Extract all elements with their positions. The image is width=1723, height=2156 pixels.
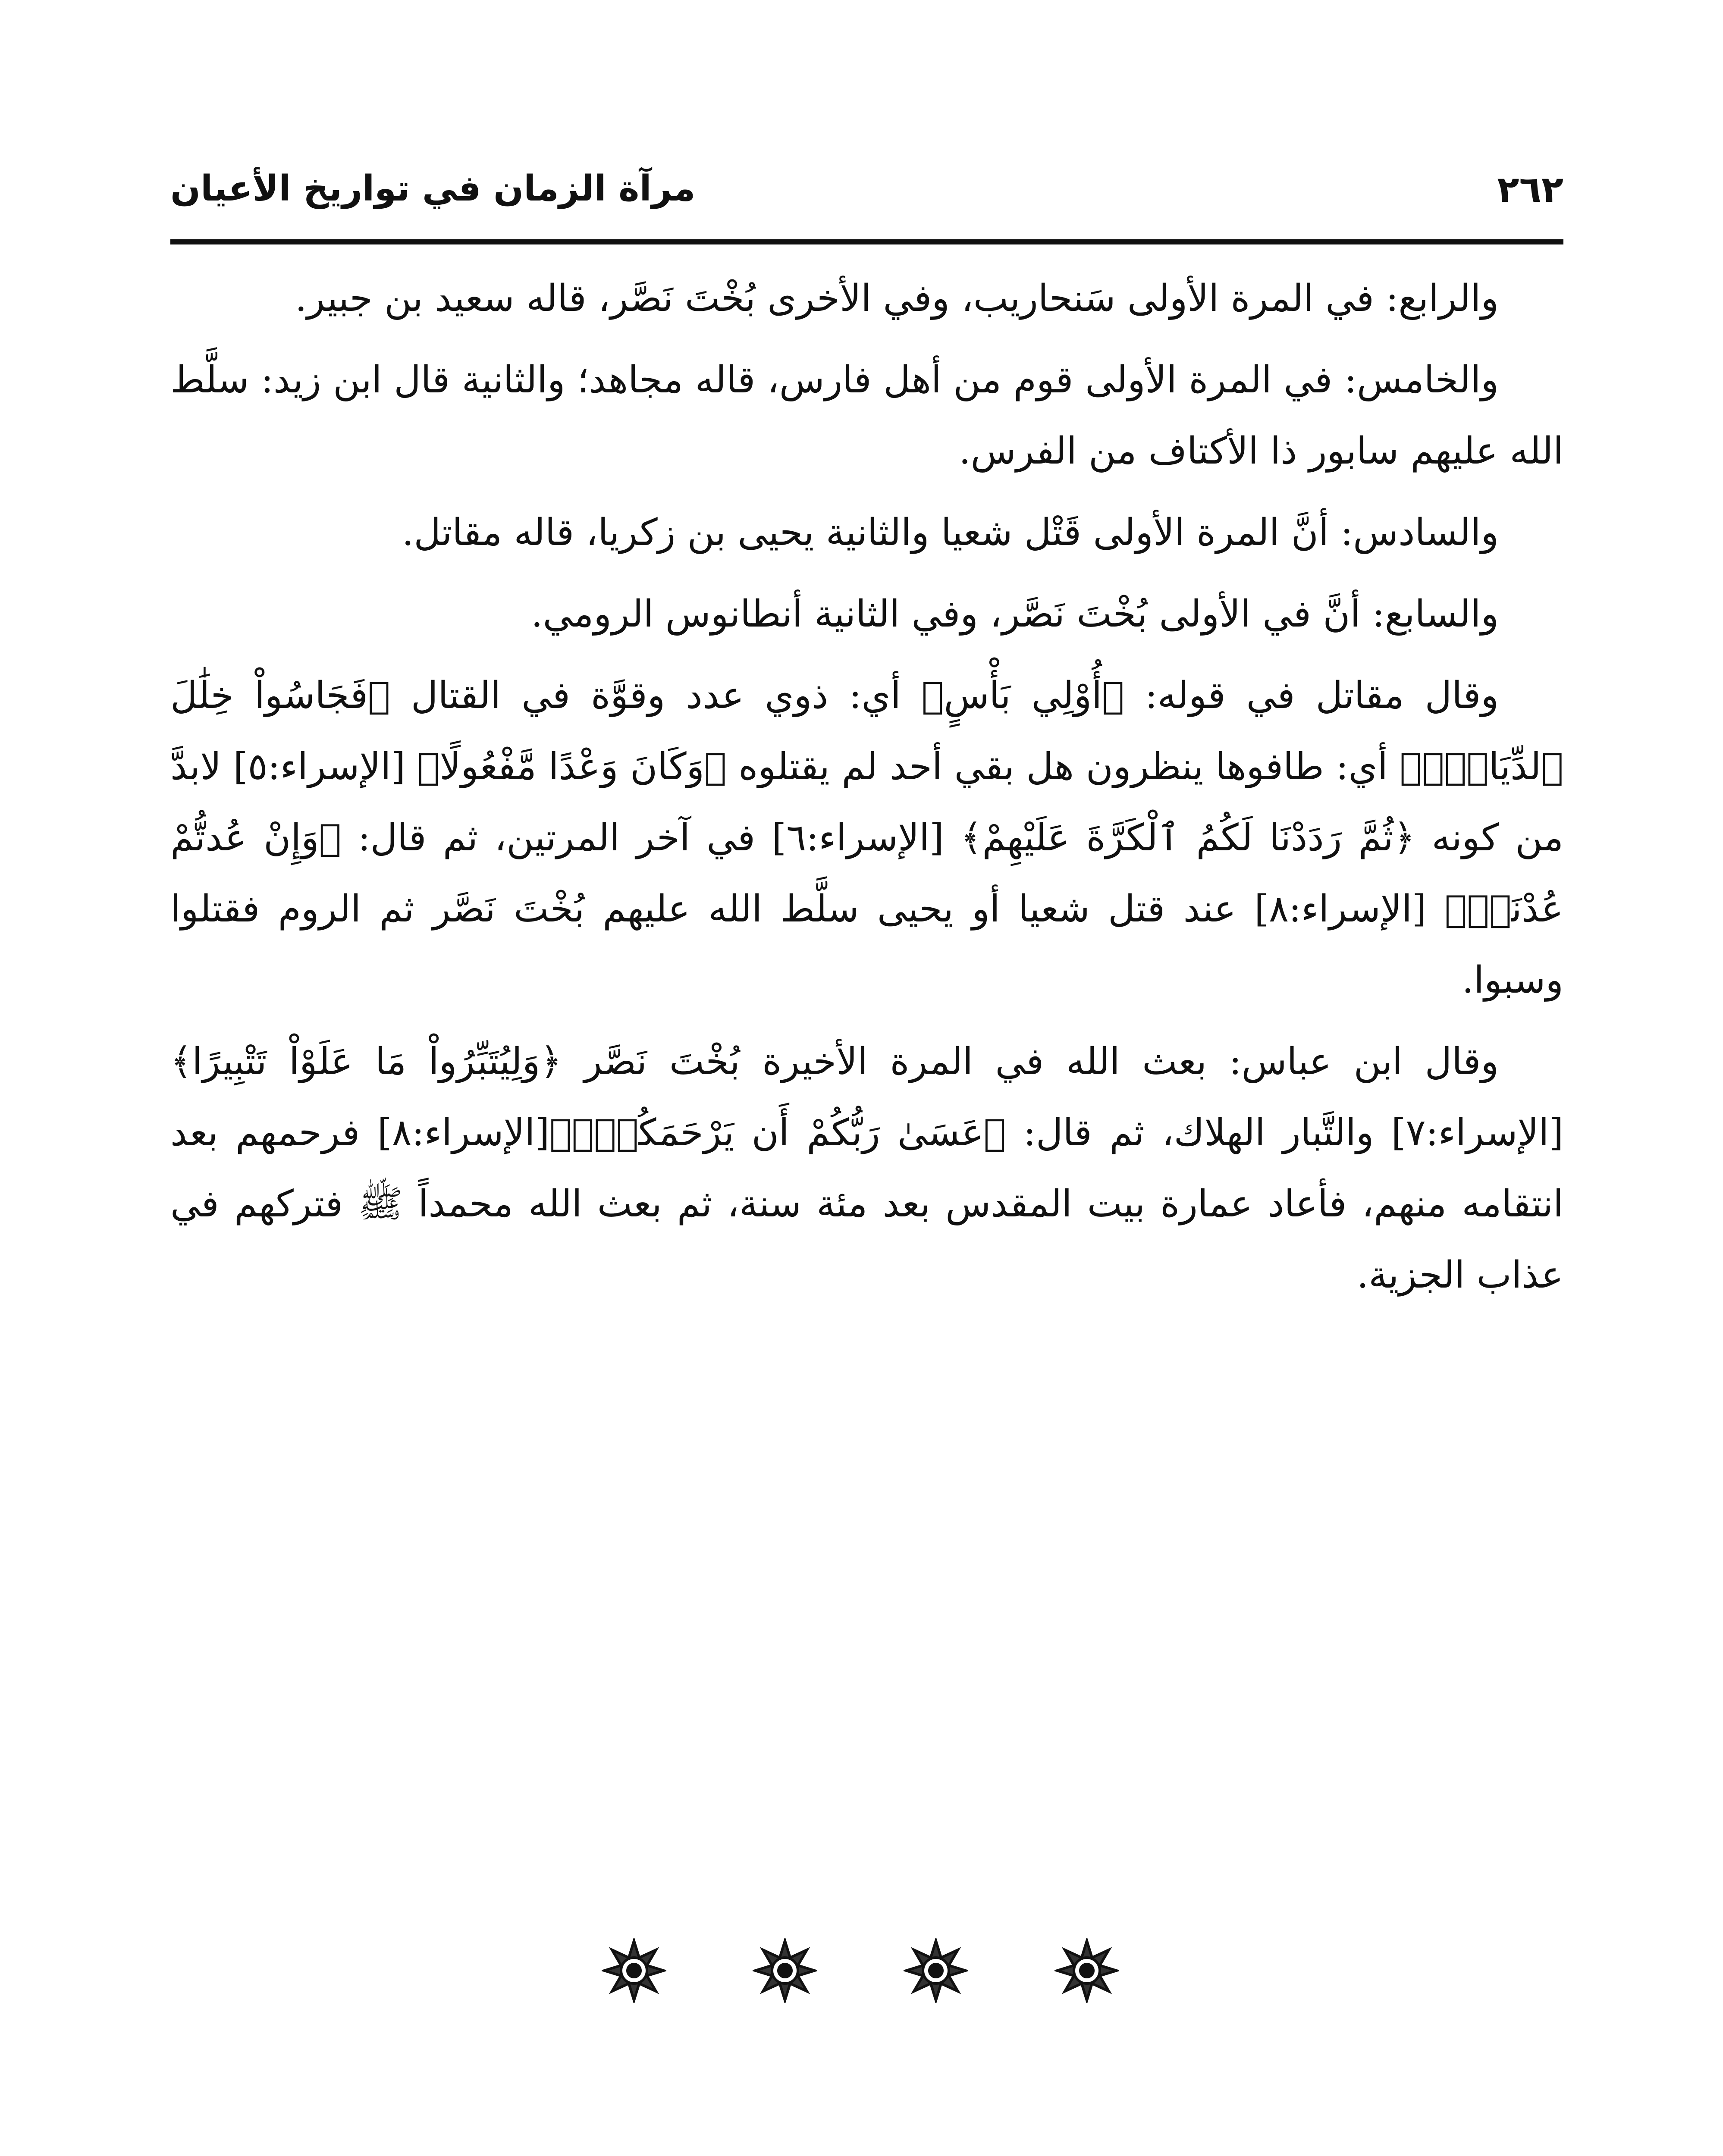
floral-star-icon [1055,1938,1119,2003]
paragraph-3: والسادس: أنَّ المرة الأولى قَتْل شعيا والثانية يحيى بن زكريا، قاله مقاتل. [402,511,1499,554]
section-end-ornaments [602,1932,1119,2009]
header-rule [170,239,1563,244]
floral-star-icon [904,1938,968,2003]
paragraph-5: وقال مقاتل في قوله: ﴿أُوْلِي بَأْسٍ﴾ أي: ذوي عدد وقوَّة في القتال ﴿فَجَاسُواْ خِلَٰلَ ٱلدِّيَارِۚ﴾ أي: طافوها ينظرون هل بقي أحد لم يقتلوه ﴿وَكَانَ وَعْدًا مَّفْعُولًا﴾ [الإسراء:٥] لابدَّ من كونه ﴿ثُمَّ رَدَدْنَا لَكُمُ ٱلْكَرَّةَ عَلَيْهِمْ﴾ [الإسراء:٦] في آخر المرتين، ثم قال: ﴿وَإِنْ عُدتُّمْ عُدْنَاۚ﴾ [الإسراء:٨] عند قتل شعيا أو يحيى سلَّط الله عليهم بُخْتَ نَصَّر ثم الروم فقتلوا وسبوا. [170,674,1564,1002]
paragraph-4: والسابع: أنَّ في الأولى بُخْتَ نَصَّر، وفي الثانية أنطانوس الرومي. [531,592,1499,636]
floral-star-icon [602,1938,666,2003]
page-number: ٢٦٢ [1497,168,1563,210]
body-text [170,263,1563,1321]
floral-star-icon [753,1938,817,2003]
paragraph-1: والرابع: في المرة الأولى سَنحاريب، وفي الأخرى بُخْتَ نَصَّر، قاله سعيد بن جبير. [295,277,1499,320]
running-title: مرآة الزمان في تواريخ الأعيان [170,168,696,209]
page-header [170,160,1563,229]
paragraph-6: وقال ابن عباس: بعث الله في المرة الأخيرة بُخْتَ نَصَّر ﴿وَلِيُتَبِّرُواْ مَا عَلَوْاْ تَتْبِيرًا﴾[الإسراء:٧] والتَّبار الهلاك، ثم قال: ﴿عَسَىٰ رَبُّكُمْ أَن يَرْحَمَكُمْۚ﴾[الإسراء:٨] فرحمهم بعد انتقامه منهم، فأعاد عمارة بيت المقدس بعد مئة سنة، ثم بعث الله محمداً ﷺ فتركهم في عذاب الجزية. [170,1040,1563,1297]
paragraph-2: والخامس: في المرة الأولى قوم من أهل فارس، قاله مجاهد؛ والثانية قال ابن زيد: سلَّط الله عليهم سابور ذا الأكتاف من الفرس. [170,358,1563,473]
